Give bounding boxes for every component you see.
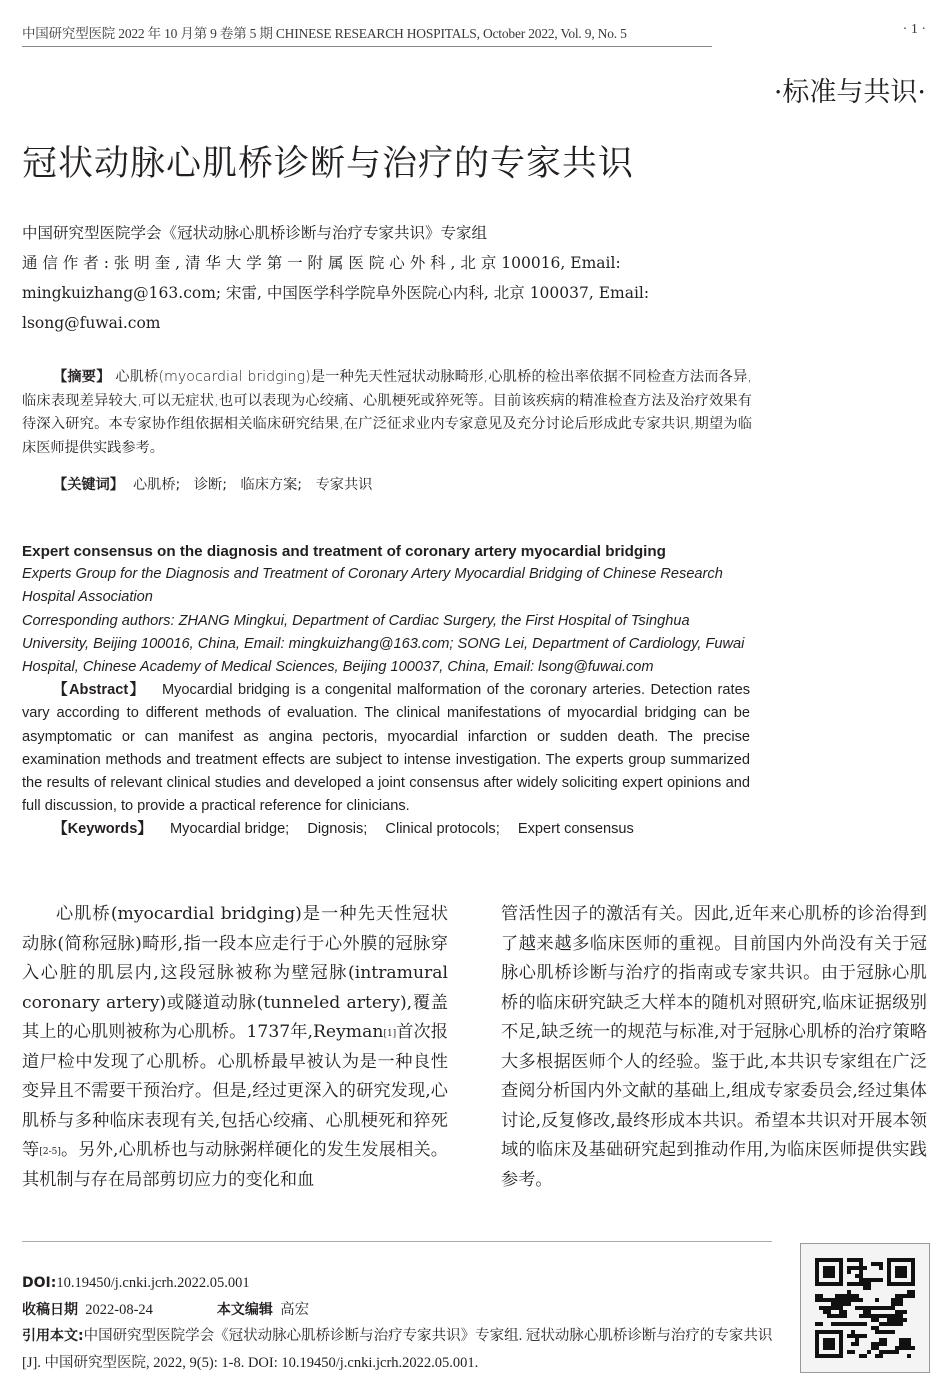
doi-line bbox=[22, 1270, 782, 1297]
author-block bbox=[22, 218, 752, 338]
received-line bbox=[22, 1297, 782, 1324]
english-group: Experts Group for the Diagnosis and Treatment of Coronary Artery Myocardial Bridging of Chinese Research Hospital Association bbox=[22, 566, 723, 606]
body-column-right bbox=[501, 900, 927, 1195]
cite-label: 引用本文: bbox=[22, 1328, 84, 1344]
body-text: 。另外,心肌桥也与动脉粥样硬化的发生发展相关。其机制与存在局部剪切应力的变化和血 bbox=[22, 1140, 448, 1190]
running-head: 中国研究型医院 2022 年 10 月第 9 卷第 5 期 CHINESE RESEARCH HOSPITALS, October 2022, Vol. 9, No. 5 bbox=[22, 22, 712, 47]
citation-ref[interactable]: [1] bbox=[383, 1029, 397, 1039]
chinese-abstract bbox=[22, 366, 752, 460]
body-paragraph: 管活性因子的激活有关。因此,近年来心肌桥的诊治得到了越来越多临床医师的重视。目前国内外尚没有关于冠脉心肌桥诊断与治疗的指南或专家共识。由于冠脉心肌桥的临床研究缺乏大样本的随机对照研究,临床证据级别不足,缺乏统一的规范与标准,对于冠脉心肌桥的治疗策略大多根据医师个人的经验。鉴于此,本共识专家组在广泛查阅分析国内外文献的基础上,组成专家委员会,经过集体讨论,反复修改,最终形成本共识。希望本共识对开展本领域的临床及基础研究起到推动作用,为临床医师提供实践参考。 bbox=[501, 904, 927, 1190]
received-date: 2022-08-24 bbox=[85, 1301, 153, 1318]
english-abstract bbox=[22, 679, 750, 818]
editor-name: 高宏 bbox=[280, 1301, 310, 1318]
column-tag: ·标准与共识· bbox=[773, 77, 926, 108]
english-abstract-label: 【Abstract】 bbox=[53, 682, 146, 699]
keywords-label: 【关键词】 bbox=[53, 477, 124, 493]
page-number: · 1 · bbox=[902, 22, 926, 37]
keyword: Myocardial bridge; bbox=[170, 821, 290, 838]
keyword: 临床方案; bbox=[240, 477, 303, 493]
english-corresponding: Corresponding authors: ZHANG Mingkui, Department of Cardiac Surgery, the First Hospital of Tsinghua University, Beijing 100016, China, Email: mingkuizhang@163.com; SONG Lei, Department of Cardiology, Fuwai Hospital, Chinese Academy of Medical Sciences, Beijing 100037, China, Email: lsong@fuwai.com bbox=[22, 612, 745, 676]
body-text: 心肌桥(myocardial bridging)是一种先天性冠状动脉(简称冠脉)畸形,指一段本应走行于心外膜的冠脉穿入心脏的肌层内,这段冠脉被称为壁冠脉(intramural coronary artery)或隧道动脉(tunneled artery),覆盖其上的心肌则被称为心肌桥。1737年,Reyman bbox=[22, 904, 448, 1042]
author-group: 中国研究型医院学会《冠状动脉心肌桥诊断与治疗专家共识》专家组 bbox=[22, 224, 488, 242]
abstract-text: 心肌桥(myocardial bridging)是一种先天性冠状动脉畸形,心肌桥的检出率依据不同检查方法而各异,临床表现差异较大,可以无症状,也可以表现为心绞痛、心肌梗死或猝死等。目前该疾病的精准检查方法及治疗效果有待深入研究。本专家协作组依据相关临床研究结果,在广泛征求业内专家意见及充分讨论后形成此专家共识,期望为临床医师提供实践参考。 bbox=[22, 369, 752, 456]
keyword: 心肌桥; bbox=[132, 477, 181, 493]
keyword: 诊断; bbox=[193, 477, 228, 493]
body-column-left bbox=[22, 900, 448, 1195]
editor-label: 本文编辑 bbox=[216, 1301, 273, 1318]
body-text: 首次报道尸检中发现了心肌桥。心肌桥最早被认为是一种良性变异且不需要干预治疗。但是,经过更深入的研究发现,心肌桥与多种临床表现有关,包括心绞痛、心肌梗死和猝死等 bbox=[22, 1022, 448, 1160]
chinese-keywords bbox=[22, 474, 783, 494]
english-title: Expert consensus on the diagnosis and treatment of coronary artery myocardial bridging bbox=[22, 543, 666, 560]
article-footer bbox=[22, 1270, 782, 1376]
article-title: 冠状动脉心肌桥诊断与治疗的专家共识 bbox=[22, 144, 635, 184]
body-paragraph bbox=[22, 900, 448, 1195]
keyword: Clinical protocols; bbox=[385, 821, 500, 838]
citation-ref[interactable]: [2-5] bbox=[39, 1147, 61, 1157]
keyword: Dignosis; bbox=[307, 821, 368, 838]
corresponding-author-line2: mingkuizhang@163.com; 宋雷, 中国医学科学院阜外医院心内科, 北京 100037, Email: bbox=[22, 284, 650, 302]
footer-divider bbox=[22, 1241, 772, 1242]
english-abstract-block bbox=[22, 540, 750, 842]
corresponding-author-line1: 通 信 作 者 : 张 明 奎 , 清 华 大 学 第 一 附 属 医 院 心 外 科 , 北 京 100016, Email: bbox=[22, 254, 621, 272]
english-keywords bbox=[22, 818, 750, 841]
corresponding-author-line3: lsong@fuwai.com bbox=[22, 314, 161, 332]
qr-code-icon bbox=[815, 1258, 915, 1358]
cite-text: 中国研究型医院学会《冠状动脉心肌桥诊断与治疗专家共识》专家组. 冠状动脉心肌桥诊断与治疗的专家共识[J]. 中国研究型医院, 2022, 9(5): 1-8. DOI: 10.19450/j.cnki.jcrh.2022.05.001. bbox=[22, 1328, 773, 1371]
english-abstract-text: Myocardial bridging is a congenital malformation of the coronary arteries. Detection rates vary according to different methods of evaluation. The clinical manifestations of myocardial bridging can be asymptomatic or can manifest as angina pectoris, myocardial infarction or sudden death. The precise examination methods and treatment effects are subject to intense investigation. The experts group summarized the results of relevant clinical studies and developed a joint consensus after widely soliciting expert opinions and full discussion, to provide a practical reference for clinicians. bbox=[22, 682, 750, 815]
citation-line bbox=[22, 1323, 782, 1376]
keyword: Expert consensus bbox=[517, 821, 634, 838]
doi-value[interactable]: 10.19450/j.cnki.jcrh.2022.05.001 bbox=[56, 1275, 250, 1291]
english-keywords-label: 【Keywords】 bbox=[53, 821, 152, 838]
keyword: 专家共识 bbox=[315, 477, 373, 493]
qr-code[interactable] bbox=[800, 1243, 930, 1373]
abstract-label: 【摘要】 bbox=[53, 369, 111, 385]
received-label: 收稿日期 bbox=[22, 1301, 78, 1318]
doi-label: DOI: bbox=[22, 1275, 57, 1291]
